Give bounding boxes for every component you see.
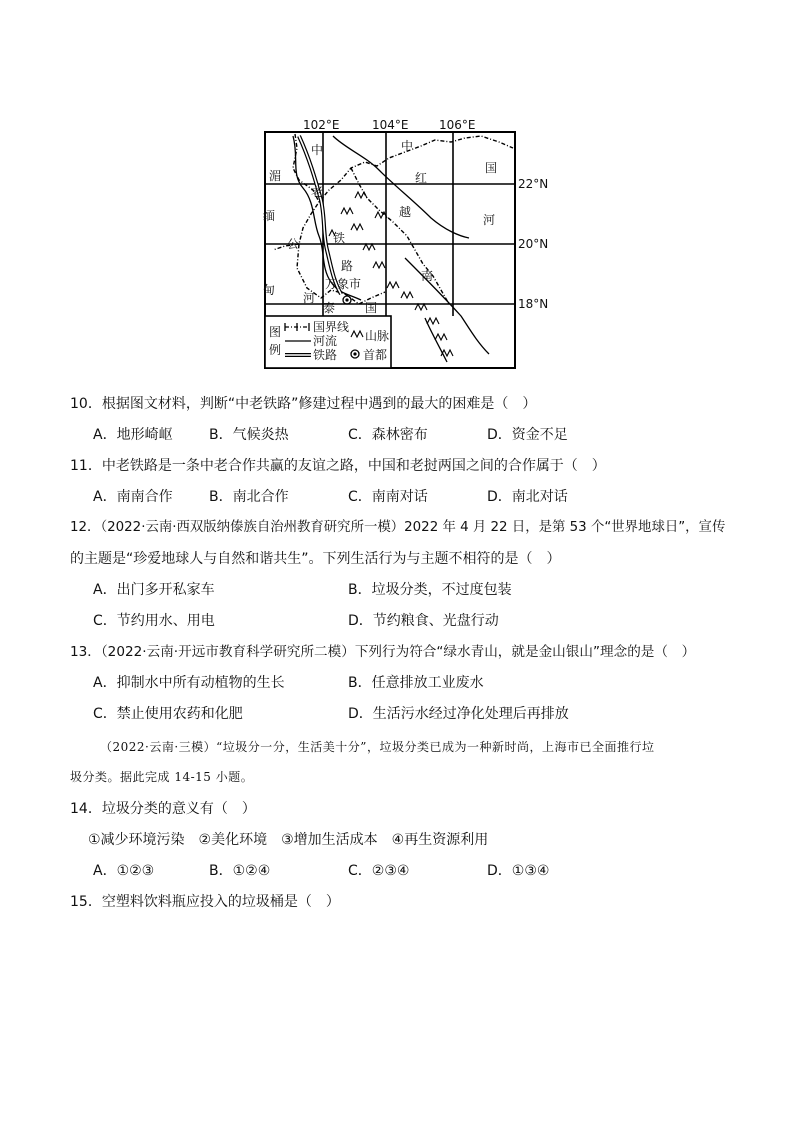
legend-title: 图	[269, 325, 282, 339]
map-legend	[265, 316, 391, 368]
question-12-option-b[interactable]: B．垃圾分类，不过度包装	[348, 582, 512, 598]
question-13-option-b[interactable]: B．任意排放工业废水	[348, 675, 484, 691]
place-label: 缅	[263, 209, 276, 223]
legend-label-railway: 铁路	[313, 348, 338, 362]
place-label: 甸	[263, 283, 276, 297]
question-12-stem: 12．（2022·云南·西双版纳傣族自治州教育研究所一模）2022 年 4 月 22 日，是第 53 个“世界地球日”，宣传	[70, 520, 726, 535]
lon-label: 106°E	[439, 118, 476, 132]
place-label: 河	[303, 291, 316, 305]
place-label: 湄	[269, 169, 282, 183]
lat-label: 20°N	[518, 237, 549, 251]
material-passage-cont: 圾分类。据此完成 14-15 小题。	[70, 770, 254, 784]
place-label-capital: 万象市	[325, 277, 362, 291]
place-label: 国	[485, 161, 498, 175]
question-13-option-a[interactable]: A．抑制水中所有动植物的生长	[93, 675, 285, 691]
question-12-option-d[interactable]: D．节约粮食、光盘行动	[348, 613, 499, 629]
question-11-option-a[interactable]: A．南南合作	[93, 489, 173, 505]
question-14-stem: 14．垃圾分类的意义有（ ）	[70, 801, 256, 817]
question-15-stem: 15．空塑料饮料瓶应投入的垃圾桶是（ ）	[70, 894, 340, 910]
place-label: 越	[399, 205, 412, 219]
place-label: 铁	[333, 231, 346, 245]
question-11-stem: 11．中老铁路是一条中老合作共赢的友谊之路，中国和老挝两国之间的合作属于（ ）	[70, 458, 606, 474]
legend-label-capital: 首都	[363, 348, 388, 362]
question-10-option-b[interactable]: B．气候炎热	[209, 427, 289, 443]
place-label: 老	[311, 185, 324, 199]
question-10-stem: 10．根据图文材料，判断“中老铁路”修建过程中遇到的最大的困难是（ ）	[70, 396, 537, 412]
question-11-option-c[interactable]: C．南南对话	[348, 489, 428, 505]
place-label: 红	[415, 171, 428, 185]
place-label: 泰	[323, 301, 336, 315]
legend-title: 例	[269, 343, 282, 357]
question-14-option-c[interactable]: C．②③④	[348, 863, 410, 879]
place-label: 公	[287, 237, 300, 251]
question-10-option-d[interactable]: D．资金不足	[487, 427, 568, 443]
question-11-option-d[interactable]: D．南北对话	[487, 489, 568, 505]
legend-label-border: 国界线	[313, 320, 350, 334]
material-passage: （2022·云南·三模）“垃圾分一分，生活美十分”，垃圾分类已成为一种新时尚，上海市已全面推行垃	[100, 740, 655, 754]
map-figure	[255, 118, 549, 370]
question-12-option-a[interactable]: A．出门多开私家车	[93, 582, 215, 598]
legend-label-river: 河流	[313, 334, 338, 348]
question-13-option-d[interactable]: D．生活污水经过净化处理后再排放	[348, 706, 569, 722]
question-10-option-a[interactable]: A．地形崎岖	[93, 427, 173, 443]
question-12-option-c[interactable]: C．节约用水、用电	[93, 613, 215, 629]
question-12-stem-cont: 的主题是“珍爱地球人与自然和谐共生”。下列生活行为与主题不相符的是（ ）	[70, 551, 561, 567]
question-14-option-a[interactable]: A．①②③	[93, 863, 155, 879]
lon-label: 104°E	[372, 118, 409, 132]
place-label: 路	[341, 259, 354, 273]
place-label: 中	[311, 143, 324, 157]
question-13-stem: 13．（2022·云南·开远市教育科学研究所二模）下列行为符合“绿水青山，就是金山银山”理念的是（ ）	[70, 644, 696, 660]
place-label: 南	[421, 269, 434, 283]
question-11-option-b[interactable]: B．南北合作	[209, 489, 289, 505]
legend-label-mountain: 山脉	[365, 329, 390, 343]
place-label: 国	[365, 301, 378, 315]
place-label: 中	[401, 139, 414, 153]
question-14-items: ①减少环境污染 ②美化环境 ③增加生活成本 ④再生资源利用	[88, 832, 489, 848]
lat-label: 22°N	[518, 177, 549, 191]
lon-label: 102°E	[303, 118, 340, 132]
place-label: 河	[483, 213, 496, 227]
lat-label: 18°N	[518, 297, 549, 311]
question-14-option-d[interactable]: D．①③④	[487, 863, 550, 879]
question-14-option-b[interactable]: B．①②④	[209, 863, 271, 879]
question-13-option-c[interactable]: C．禁止使用农药和化肥	[93, 706, 243, 722]
question-10-option-c[interactable]: C．森林密布	[348, 427, 428, 443]
